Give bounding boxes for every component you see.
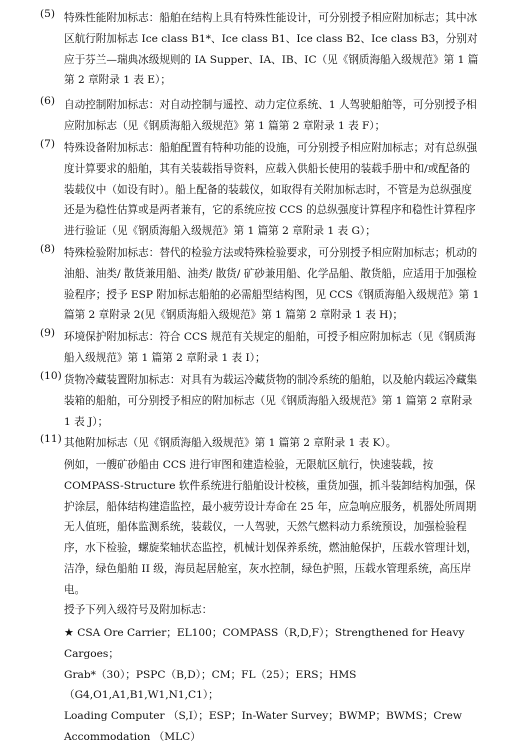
item-text: 其他附加标志（见《钢质海船入级规范》第 1 篇第 2 章附录 1 表 K）。 [64, 437, 397, 449]
notation-block [64, 623, 494, 748]
notation-line-4: Accommodation （MLC） [64, 730, 201, 743]
item-number: (7) [40, 138, 56, 150]
item-number: (5) [40, 8, 56, 20]
item-8 [40, 243, 480, 326]
item-text: 特殊性能附加标志：船舶在结构上具有特殊性能设计，可分别授予相应附加标志；其中冰区航行附加标志 Ice class B1*、Ice class B1、Ice class B2、Ice class B3，分别对应于芬兰—瑞典冰级规则的 IA Supper、IA、IB、IC（见《钢质海船入级规范》第 1 篇第 2 章附录 1 表 E）； [64, 12, 479, 87]
item-number: (8) [40, 243, 56, 255]
item-7 [40, 138, 480, 242]
item-6 [40, 95, 480, 137]
item-text: 环境保护附加标志：符合 CCS 规范有关规定的船舶，可授予相应附加标志（见《钢质海船入级规范》第 1 篇第 2 章附录 1 表 I）； [64, 331, 476, 364]
item-number: (10) [40, 370, 62, 382]
item-text: 自动控制附加标志：对自动控制与遥控、动力定位系统、1 人驾驶船舶等，可分别授予相应附加标志（见《钢质海船入级规范》第 1 篇第 2 章附录 1 表 F）； [64, 99, 477, 132]
item-text: 货物冷藏装置附加标志：对具有为载运冷藏货物的制冷系统的船舶，以及舱内载运冷藏集装箱的船舶，可分别授予相应的附加标志（见《钢质海船入级规范》第 1 篇第 2 章附录 1 表 J）； [64, 374, 478, 428]
item-11 [40, 433, 480, 454]
notation-line-2: Grab*（30）；PSPC（B,D）；CM；FL（25）；ERS；HMS（G4,O1,A1,B1,W1,N1,C1）； [64, 668, 357, 702]
item-9 [40, 327, 480, 369]
item-number: (9) [40, 327, 56, 339]
item-number: (6) [40, 95, 56, 107]
star-icon: ★ [64, 626, 74, 639]
example-paragraph: 例如，一艘矿砂船由 CCS 进行审图和建造检验，无限航区航行，快速装载，按 COMPASS-Structure 软件系统进行船舶设计校核，重货加强，抓斗装卸结构加强，保护涂层，船体结构建造监控，最小疲劳设计寿命在 25 年，应急响应服务，机器处所周期无人值班，船体监测系统，装载仪，一人驾驶，天然气燃料动力系统预设，加强检验程序，水下检验，螺旋桨轴状态监控，机械计划保养系统，燃油舱保护，压载水管理计划，洁净，绿色船舶 II 级，海员起居舱室，灰水控制，绿色护照，压载水管理系统，高压岸电。 [64, 459, 478, 596]
item-text: 特殊设备附加标志：船舶配置有特种功能的设施，可分别授予相应附加标志；对有总纵强度计算要求的船舶，其有关装载指导资料，应载入供船长使用的装载手册中和/或配备的装载仪中（如设有时）。船上配备的装载仪，如取得有关附加标志时，不管是为总纵强度还是为稳性估算或是两者兼有，它的系统应按 CCS 的总纵强度计算程序和稳性计算程序进行验证（见《钢质海船入级规范》第 1 篇第 2 章附录 1 表 G）； [64, 142, 478, 238]
item-10 [40, 370, 480, 432]
item-text: 特殊检验附加标志：替代的检验方法或特殊检验要求，可分别授予相应附加标志；机动的油船、油类/ 散货兼用船、油类/ 散货/ 矿砂兼用船、化学品船、散货船，应适用于加强检验程序；授予 ESP 附加标志船舶的必需船型结构图，见 CCS《钢质海船入级规范》第 1 篇第 2 章附录 2(见《钢质海船入级规范》第 1 篇第 2 章附录 1 表 H)； [64, 247, 480, 322]
item-5 [40, 8, 480, 91]
notation-line-1: ★ CSA Ore Carrier；EL100；COMPASS（R,D,F）；Strengthened for Heavy Cargoes； [64, 626, 465, 660]
item-number: (11) [40, 433, 62, 445]
grant-line: 授予下列入级符号及附加标志： [64, 604, 213, 616]
notation-line-3: Loading Computer （S,I）；ESP；In-Water Survey；BWMP；BWMS；Crew [64, 710, 462, 723]
